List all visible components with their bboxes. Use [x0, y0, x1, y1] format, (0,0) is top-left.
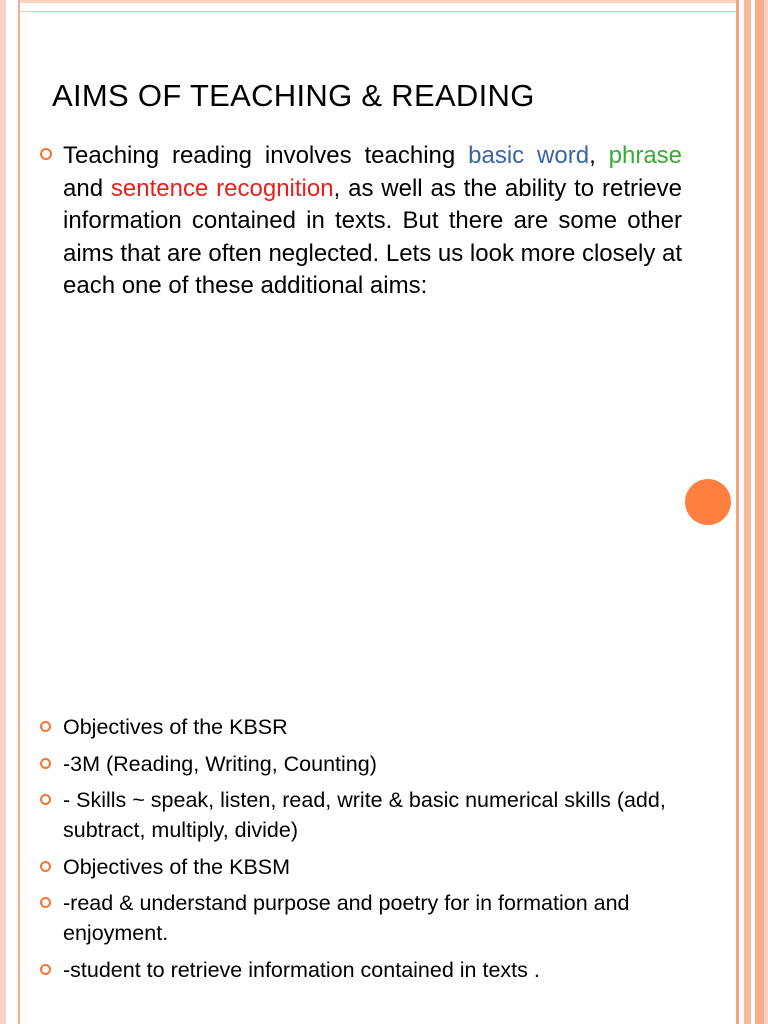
list-item: -read & understand purpose and poetry for in formation and enjoyment. [40, 888, 720, 948]
list-item: - Skills ~ speak, listen, read, write & basic numerical skills (add, subtract, multiply, divide) [40, 785, 720, 845]
list-item: -student to retrieve information contained in texts . [40, 955, 720, 985]
left-border-decoration [0, 0, 20, 1024]
highlight-phrase: phrase [608, 142, 683, 169]
right-stripe-decoration [736, 0, 768, 1024]
list-item: Objectives of the KBSR [40, 712, 720, 742]
orange-circle-decoration [685, 479, 731, 525]
bullet-ring-icon [40, 758, 51, 769]
bullet-ring-icon [40, 897, 51, 908]
slide-title: AIMS OF TEACHING & READING [52, 78, 535, 113]
bullet-ring-icon [40, 794, 51, 805]
list-item: -3M (Reading, Writing, Counting) [40, 749, 720, 779]
intro-paragraph: Teaching reading involves teaching basic word, phrase and sentence recognition, as well as the ability to retrieve information contained in texts. But there are some other aims that are often neglected. Lets us look more closely at each one of these additional aims: [63, 142, 683, 299]
bullet-ring-icon [40, 721, 51, 732]
highlight-sentence-recognition: sentence recognition [110, 174, 334, 202]
bullet-ring-icon [40, 148, 52, 160]
bullet-ring-icon [40, 964, 51, 975]
objectives-list [40, 712, 720, 991]
highlight-basic-word: basic word [468, 142, 590, 169]
bullet-ring-icon [40, 861, 51, 872]
list-item: Objectives of the KBSM [40, 852, 720, 882]
top-border-decoration [20, 0, 736, 12]
